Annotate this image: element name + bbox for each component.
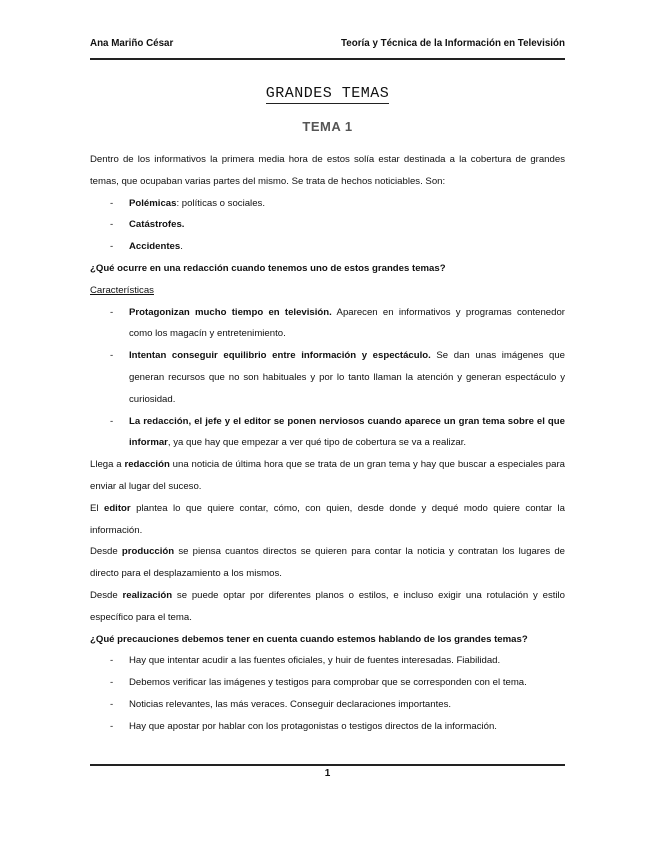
list-item: - Catástrofes. — [90, 214, 565, 236]
footer-divider — [90, 764, 565, 766]
document-subtitle: TEMA 1 — [302, 119, 353, 134]
list-item: - Accidentes. — [90, 236, 565, 258]
list-item: - Polémicas: políticas o sociales. — [90, 193, 565, 215]
intro-paragraph: Dentro de los informativos la primera media hora de estos solía estar destinada a la cobertura de grandes temas, que ocupaban varias partes del mismo. Se trata de hechos noticiables. Son: — [90, 154, 565, 187]
question-heading: ¿Qué precauciones debemos tener en cuenta cuando estemos hablando de los grandes temas? — [90, 633, 528, 645]
list-item: - Debemos verificar las imágenes y testigos para comprobar que se corresponden con el tema. — [90, 672, 565, 694]
role-paragraph: Desde producción se piensa cuantos directos se quieren para contar la noticia y contratan los lugares de directo para el desplazamiento a los mismos. — [90, 546, 565, 580]
list-item: - Intentan conseguir equilibrio entre información y espectáculo. Se dan unas imágenes que generan recursos que no son habituales y por lo tanto llaman la atención y generan espectáculo y curiosidad. — [90, 345, 565, 410]
role-paragraph: Llega a redacción una noticia de última hora que se trata de un gran tema y hay que buscar a especiales para enviar al lugar del suceso. — [90, 459, 565, 492]
precautions-list — [90, 650, 565, 737]
document-title: GRANDES TEMAS — [265, 85, 390, 102]
list-item: - Protagonizan mucho tiempo en televisión. Aparecen en informativos y programas contenedor como los magacín y entretenimiento. — [90, 302, 565, 346]
list-item: - La redacción, el jefe y el editor se ponen nerviosos cuando aparece un gran tema sobre el que informar, ya que hay que empezar a ver qué tipo de cobertura se va a realizar. — [90, 411, 565, 455]
list-item: - Noticias relevantes, las más veraces. Conseguir declaraciones importantes. — [90, 694, 565, 716]
header-course: Teoría y Técnica de la Información en Televisión — [341, 38, 565, 49]
list-item: - Hay que apostar por hablar con los protagonistas o testigos directos de la información. — [90, 716, 565, 738]
document-body — [90, 149, 565, 738]
types-list — [90, 193, 565, 258]
list-item: - Hay que intentar acudir a las fuentes oficiales, y huir de fuentes interesadas. Fiabilidad. — [90, 650, 565, 672]
role-paragraph: Desde realización se puede optar por diferentes planos o estilos, e incluso exigir una rotulación y estilo específico para el tema. — [90, 589, 566, 623]
page-number: 1 — [324, 768, 331, 779]
question-heading: ¿Qué ocurre en una redacción cuando tenemos uno de estos grandes temas? — [90, 262, 446, 274]
page-header — [90, 38, 565, 49]
header-divider — [90, 58, 565, 60]
header-author: Ana Mariño César — [90, 38, 174, 49]
role-paragraph: El editor plantea lo que quiere contar, cómo, con quien, desde donde y dequé modo quiere contar la información. — [90, 502, 565, 536]
characteristics-list — [90, 302, 565, 455]
section-heading: Características — [90, 284, 154, 296]
